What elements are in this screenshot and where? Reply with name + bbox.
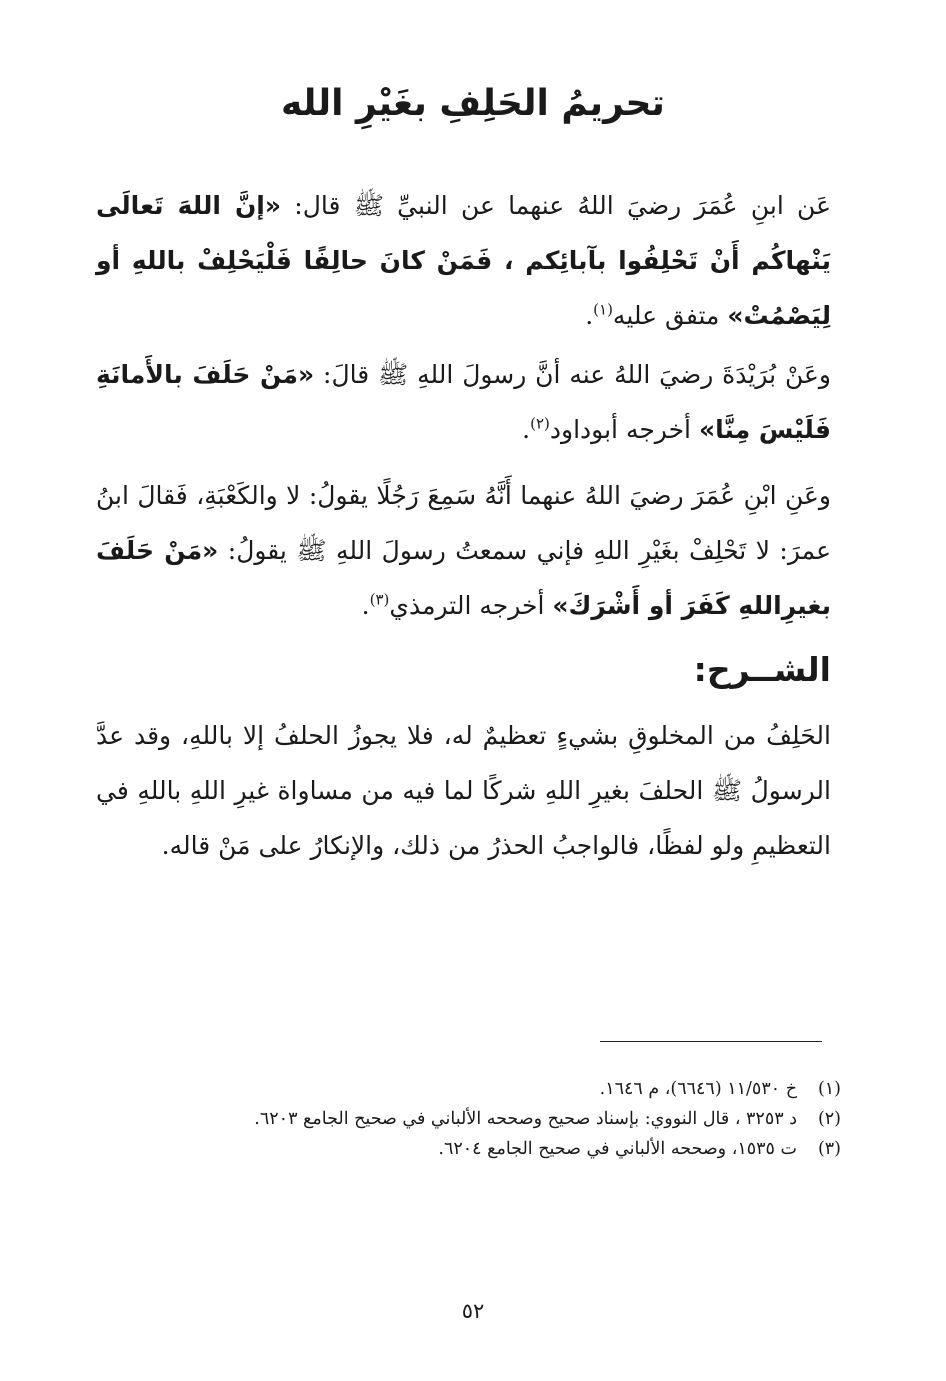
hadith-source: متفق عليه: [612, 301, 728, 330]
hadith-source: أخرجه أبوداود: [549, 415, 699, 444]
footnotes: [96, 1074, 841, 1164]
footnote-3: [96, 1134, 841, 1164]
hadith-text: [96, 468, 831, 633]
section-heading-explanation: الشــرح:: [693, 650, 831, 689]
sentence-end: .: [585, 301, 594, 330]
page-title: تحريمُ الحَلِفِ بغَيْرِ الله: [281, 83, 665, 124]
footnote-number: (١): [817, 1079, 841, 1099]
footnote-reference: (٢): [530, 414, 550, 433]
hadith-paragraph-2: [96, 347, 831, 457]
hadith-quote: «إنَّ اللهَ تَعالَى يَنْهاكُم أَنْ تَحْلِفُوا بآبائِكم ، فَمَنْ كانَ حالِفًا فَلْيَحْلِفْ باللهِ أو لِيَصْمُتْ»: [96, 191, 831, 330]
hadith-text: [96, 347, 831, 457]
hadith-paragraph-3: [96, 468, 831, 633]
page-number: ٥٢: [461, 1299, 485, 1323]
hadith-quote: «مَنْ حَلَفَ بالأَمانَةِ فَلَيْسَ مِنَّا»: [96, 360, 831, 444]
footnote-text: ت ١٥٣٥، وصححه الألباني في صحيح الجامع ٦٢٠٤.: [438, 1139, 797, 1159]
hadith-text: [96, 178, 831, 343]
sentence-end: .: [522, 415, 531, 444]
hadith-source: أخرجه الترمذي: [389, 591, 553, 620]
explanation-text: الحَلِفُ من المخلوقِ بشيءٍ تعظيمٌ له، فلا يجوزُ الحلفُ إلا باللهِ، وقد عدَّ الرسولُ ﷺ الحلفَ بغيرِ اللهِ شركًا لما فيه من مساواة غيرِ اللهِ باللهِ في التعظيمِ ولو لفظًا، فالواجبُ الحذرُ من ذلك، والإنكارُ على مَنْ قاله.: [96, 721, 831, 860]
footnote-reference: (٣): [369, 590, 390, 609]
footnote-text: د ٣٢٥٣ ، قال النووي: بإسناد صحيح وصححه الألباني في صحيح الجامع ٦٢٠٣.: [254, 1109, 797, 1129]
hadith-intro: وعَنِ ابْنِ عُمَرَ رضيَ اللهُ عنهما أَنَّهُ سَمِعَ رَجُلًا يقولُ: لا والكَعْبَةِ، فَقالَ ابنُ عمرَ: لا تَحْلِفْ بغَيْرِ اللهِ فإني سمعتُ رسولَ اللهِ ﷺ يقولُ:: [96, 481, 831, 565]
footnote-1: [96, 1074, 841, 1104]
hadith-intro: عَن ابنِ عُمَرَ رضيَ اللهُ عنهما عن النبيِّ ﷺ قال:: [281, 191, 831, 220]
footnote-number: (٢): [817, 1109, 841, 1129]
footnote-reference: (١): [593, 300, 613, 319]
footnote-2: [96, 1104, 841, 1134]
footnote-number: (٣): [817, 1139, 841, 1159]
footnote-divider: [600, 1041, 822, 1042]
hadith-quote: «مَنْ حَلَفَ بغيرِاللهِ كَفَرَ أو أَشْرَكَ»: [96, 536, 831, 620]
sentence-end: .: [361, 591, 370, 620]
hadith-paragraph-1: [96, 178, 831, 343]
footnote-text: خ ١١/٥٣٠ (٦٦٤٦)، م ١٦٤٦.: [599, 1079, 797, 1099]
hadith-intro: وعَنْ بُرَيْدَةَ رضيَ اللهُ عنه أنَّ رسولَ اللهِ ﷺ قالَ:: [314, 360, 831, 389]
explanation-paragraph: [96, 708, 831, 873]
